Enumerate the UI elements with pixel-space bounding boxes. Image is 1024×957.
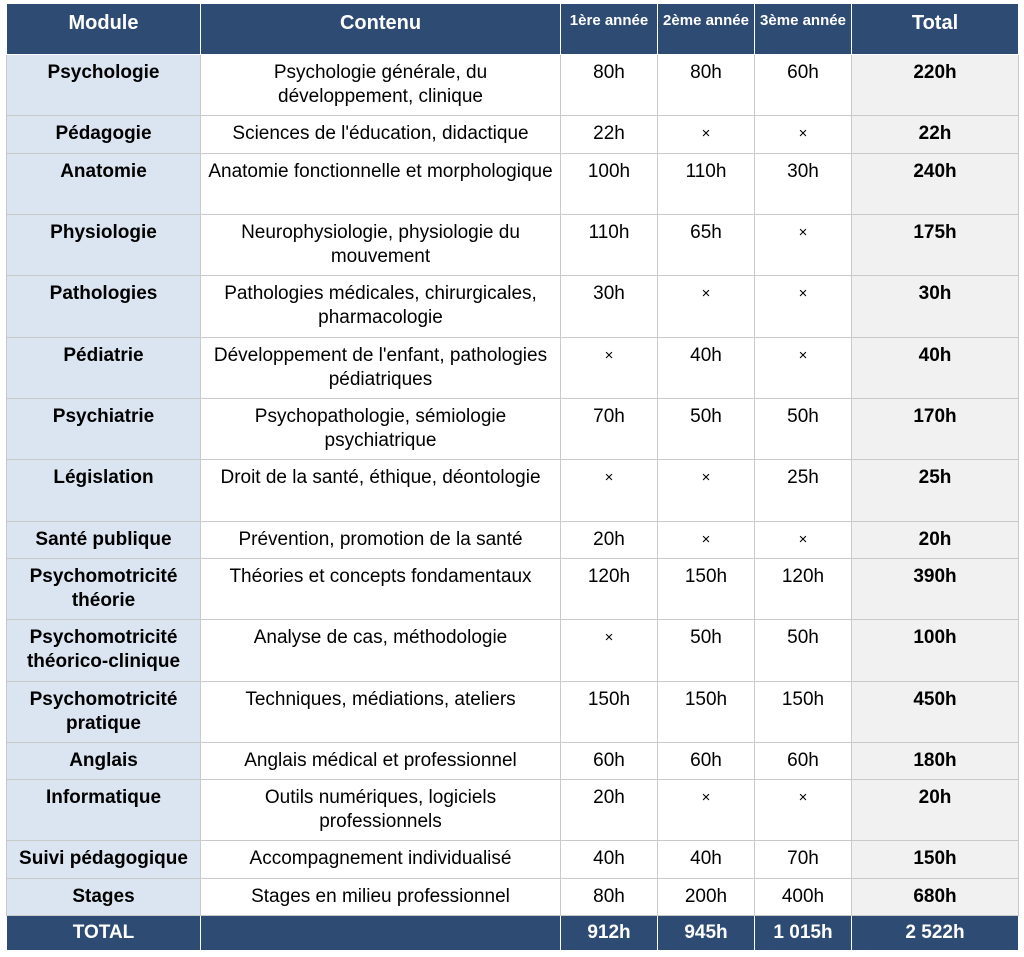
table-row <box>7 153 1019 214</box>
year3-cell: 60h <box>755 742 852 779</box>
header-year2: 2ème année <box>658 4 755 55</box>
contenu-cell: Prévention, promotion de la santé <box>201 521 561 558</box>
year1-cell: 70h <box>561 398 658 459</box>
header-year3: 3ème année <box>755 4 852 55</box>
module-cell: Pathologies <box>7 276 201 337</box>
year1-cell: 150h <box>561 681 658 742</box>
year2-cell: × <box>658 460 755 521</box>
year2-cell: 150h <box>658 558 755 619</box>
year1-cell: 22h <box>561 116 658 153</box>
header-contenu: Contenu <box>201 4 561 55</box>
year1-cell: 20h <box>561 521 658 558</box>
module-cell: Législation <box>7 460 201 521</box>
module-cell: Psychomotricité théorie <box>7 558 201 619</box>
contenu-cell: Anglais médical et professionnel <box>201 742 561 779</box>
year3-cell: × <box>755 337 852 398</box>
table-row <box>7 521 1019 558</box>
year2-cell: 80h <box>658 55 755 116</box>
year1-cell: 60h <box>561 742 658 779</box>
module-cell: Informatique <box>7 780 201 841</box>
total-cell: 175h <box>852 214 1019 275</box>
year3-cell: × <box>755 276 852 337</box>
total-cell: 680h <box>852 878 1019 915</box>
total-cell: 20h <box>852 780 1019 841</box>
year3-cell: 50h <box>755 398 852 459</box>
year3-cell: × <box>755 214 852 275</box>
header-module: Module <box>7 4 201 55</box>
table-row <box>7 742 1019 779</box>
module-cell: Psychomotricité théorico-clinique <box>7 620 201 681</box>
contenu-cell: Outils numériques, logiciels professionnels <box>201 780 561 841</box>
table-body <box>7 55 1019 916</box>
year1-cell: 110h <box>561 214 658 275</box>
total-cell: 150h <box>852 841 1019 878</box>
year1-cell: 120h <box>561 558 658 619</box>
footer-row <box>7 916 1019 951</box>
year3-cell: × <box>755 780 852 841</box>
module-cell: Psychologie <box>7 55 201 116</box>
total-cell: 170h <box>852 398 1019 459</box>
total-cell: 240h <box>852 153 1019 214</box>
total-cell: 20h <box>852 521 1019 558</box>
module-cell: Suivi pédagogique <box>7 841 201 878</box>
total-cell: 30h <box>852 276 1019 337</box>
module-cell: Anatomie <box>7 153 201 214</box>
year3-cell: 70h <box>755 841 852 878</box>
table-row <box>7 460 1019 521</box>
contenu-cell: Techniques, médiations, ateliers <box>201 681 561 742</box>
footer-year1: 912h <box>561 916 658 951</box>
year3-cell: × <box>755 116 852 153</box>
contenu-cell: Droit de la santé, éthique, déontologie <box>201 460 561 521</box>
year2-cell: 200h <box>658 878 755 915</box>
year1-cell: × <box>561 620 658 681</box>
year2-cell: 65h <box>658 214 755 275</box>
total-cell: 25h <box>852 460 1019 521</box>
table-row <box>7 116 1019 153</box>
module-cell: Pédagogie <box>7 116 201 153</box>
module-cell: Psychomotricité pratique <box>7 681 201 742</box>
year3-cell: 120h <box>755 558 852 619</box>
module-cell: Pédiatrie <box>7 337 201 398</box>
contenu-cell: Neurophysiologie, physiologie du mouvement <box>201 214 561 275</box>
contenu-cell: Développement de l'enfant, pathologies pédiatriques <box>201 337 561 398</box>
year1-cell: × <box>561 460 658 521</box>
year2-cell: 50h <box>658 620 755 681</box>
table-row <box>7 681 1019 742</box>
table-row <box>7 620 1019 681</box>
contenu-cell: Anatomie fonctionnelle et morphologique <box>201 153 561 214</box>
year2-cell: 150h <box>658 681 755 742</box>
curriculum-table <box>6 3 1019 951</box>
year2-cell: 40h <box>658 841 755 878</box>
header-row <box>7 4 1019 55</box>
module-cell: Santé publique <box>7 521 201 558</box>
contenu-cell: Stages en milieu professionnel <box>201 878 561 915</box>
module-cell: Stages <box>7 878 201 915</box>
year1-cell: 100h <box>561 153 658 214</box>
contenu-cell: Théories et concepts fondamentaux <box>201 558 561 619</box>
year1-cell: 30h <box>561 276 658 337</box>
year1-cell: 40h <box>561 841 658 878</box>
year1-cell: 20h <box>561 780 658 841</box>
footer-contenu <box>201 916 561 951</box>
total-cell: 450h <box>852 681 1019 742</box>
contenu-cell: Analyse de cas, méthodologie <box>201 620 561 681</box>
table-row <box>7 276 1019 337</box>
contenu-cell: Accompagnement individualisé <box>201 841 561 878</box>
year3-cell: 60h <box>755 55 852 116</box>
total-cell: 40h <box>852 337 1019 398</box>
total-cell: 100h <box>852 620 1019 681</box>
footer-year3: 1 015h <box>755 916 852 951</box>
year3-cell: 30h <box>755 153 852 214</box>
footer-total: 2 522h <box>852 916 1019 951</box>
contenu-cell: Psychopathologie, sémiologie psychiatrique <box>201 398 561 459</box>
year2-cell: × <box>658 521 755 558</box>
table-row <box>7 558 1019 619</box>
table-row <box>7 780 1019 841</box>
module-cell: Anglais <box>7 742 201 779</box>
total-cell: 180h <box>852 742 1019 779</box>
year3-cell: 150h <box>755 681 852 742</box>
year1-cell: × <box>561 337 658 398</box>
module-cell: Physiologie <box>7 214 201 275</box>
total-cell: 22h <box>852 116 1019 153</box>
year1-cell: 80h <box>561 55 658 116</box>
year3-cell: 400h <box>755 878 852 915</box>
total-cell: 390h <box>852 558 1019 619</box>
year2-cell: 40h <box>658 337 755 398</box>
year2-cell: × <box>658 276 755 337</box>
footer-label: TOTAL <box>7 916 201 951</box>
table-row <box>7 841 1019 878</box>
contenu-cell: Pathologies médicales, chirurgicales, pharmacologie <box>201 276 561 337</box>
contenu-cell: Sciences de l'éducation, didactique <box>201 116 561 153</box>
year2-cell: × <box>658 116 755 153</box>
contenu-cell: Psychologie générale, du développement, clinique <box>201 55 561 116</box>
year1-cell: 80h <box>561 878 658 915</box>
header-total: Total <box>852 4 1019 55</box>
year3-cell: 50h <box>755 620 852 681</box>
year3-cell: × <box>755 521 852 558</box>
year2-cell: 50h <box>658 398 755 459</box>
module-cell: Psychiatrie <box>7 398 201 459</box>
total-cell: 220h <box>852 55 1019 116</box>
year2-cell: × <box>658 780 755 841</box>
table-row <box>7 55 1019 116</box>
table-row <box>7 214 1019 275</box>
table-row <box>7 878 1019 915</box>
table-row <box>7 398 1019 459</box>
footer-year2: 945h <box>658 916 755 951</box>
year3-cell: 25h <box>755 460 852 521</box>
year2-cell: 110h <box>658 153 755 214</box>
header-year1: 1ère année <box>561 4 658 55</box>
year2-cell: 60h <box>658 742 755 779</box>
table-row <box>7 337 1019 398</box>
